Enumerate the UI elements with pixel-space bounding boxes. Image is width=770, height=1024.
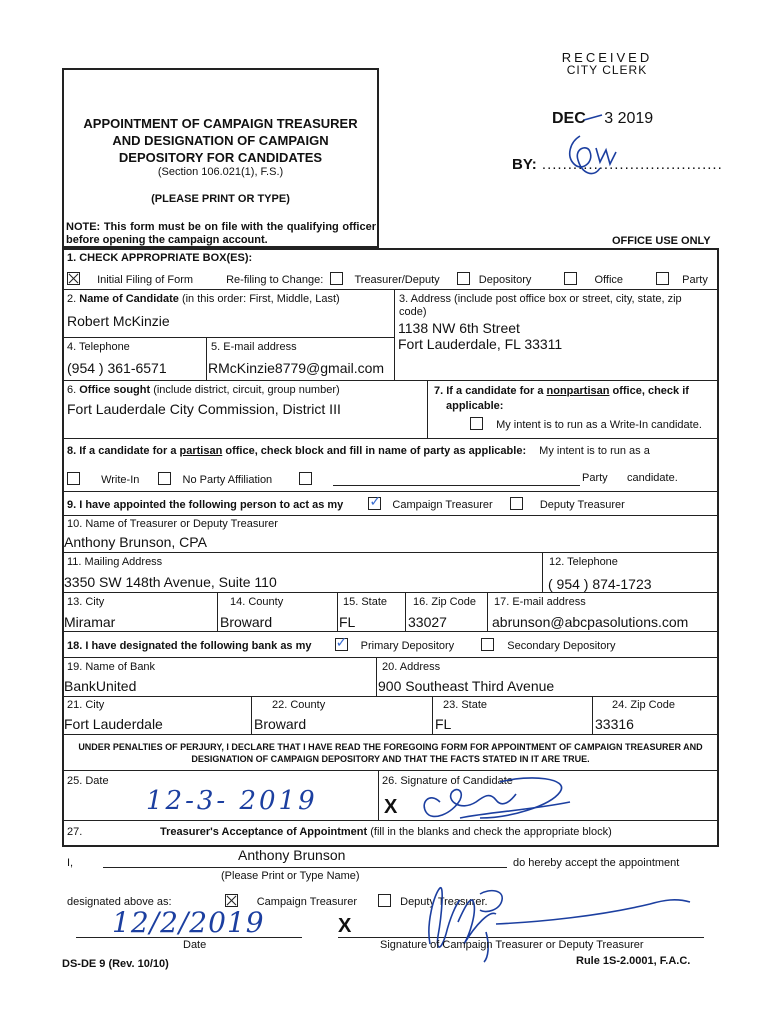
s15-label: 15. State	[343, 596, 388, 608]
s14-label: 14. County	[230, 596, 284, 608]
s16-label: 16. Zip Code	[413, 596, 476, 608]
candidate-name[interactable]: Robert McKinzie	[67, 313, 170, 329]
print-note: (PLEASE PRINT OR TYPE)	[151, 193, 290, 205]
s8-tail: My intent is to run as a	[539, 445, 650, 457]
write-in-nonpartisan-checkbox[interactable]	[470, 417, 483, 430]
party-name-checkbox[interactable]	[299, 472, 312, 485]
perjury-line-1: UNDER PENALTIES OF PERJURY, I DECLARE THAT I HAVE READ THE FOREGOING FORM FOR APPOINTMENT OF CAMPAIGN TREASURER AND	[78, 742, 703, 752]
s3-label: 3. Address (include post office box or street, city, state, zip code)	[399, 293, 682, 318]
treasurer-zip[interactable]: 33027	[408, 614, 447, 630]
s1-label: 1. CHECK APPROPRIATE BOX(ES):	[67, 252, 253, 264]
stamp-received: RECEIVED	[561, 50, 653, 65]
s27-x-mark: X	[338, 915, 352, 937]
s1-options	[67, 272, 715, 286]
bank-zip[interactable]: 33316	[595, 716, 634, 732]
rule-reference: Rule 1S-2.0001, F.A.C.	[576, 955, 691, 967]
s8-num: 8.	[67, 445, 77, 457]
s2-rest: (in this order: First, Middle, Last)	[181, 293, 340, 305]
s27-deputy-treasurer-label: Deputy Treasurer.	[400, 896, 488, 908]
s18-primary-label: Primary Depository	[360, 640, 455, 652]
treasurer-deputy-checkbox[interactable]	[330, 272, 343, 285]
initial-filing-label: Initial Filing of Form	[97, 274, 194, 286]
s4-label: 4. Telephone	[67, 341, 130, 353]
s18-row	[67, 638, 616, 652]
treasurer-state[interactable]: FL	[339, 614, 356, 630]
form-title	[64, 115, 377, 166]
candidate-address-line1[interactable]: 1138 NW 6th Street	[398, 320, 520, 336]
primary-depository-checkbox[interactable]	[335, 638, 348, 651]
office-checkbox[interactable]	[564, 272, 577, 285]
s2-bold: Name of Candidate	[79, 293, 179, 305]
s2-num: 2.	[67, 293, 77, 305]
form-id: DS-DE 9 (Rev. 10/10)	[62, 958, 169, 970]
npa-label: No Party Affiliation	[182, 474, 273, 486]
s7-underline: nonpartisan	[546, 385, 610, 397]
s10-label: 10. Name of Treasurer or Deputy Treasurer	[67, 518, 278, 530]
s24-label: 24. Zip Code	[612, 699, 675, 711]
s27-i: I,	[67, 857, 74, 869]
s5-label: 5. E-mail address	[211, 341, 297, 353]
write-in-checkbox[interactable]	[67, 472, 80, 485]
write-in-nonpartisan-label: My intent is to run as a Write-In candidate.	[496, 419, 702, 431]
secondary-depository-checkbox[interactable]	[481, 638, 494, 651]
stamp-by: BY: ...................................	[512, 156, 723, 173]
s27-campaign-treasurer-label: Campaign Treasurer	[256, 896, 357, 908]
treasurer-signature-date[interactable]: 12/2/2019	[112, 906, 265, 939]
candidate-address-line2[interactable]: Fort Lauderdale, FL 33311	[398, 336, 563, 352]
acceptance-deputy-treasurer-checkbox[interactable]	[378, 894, 391, 907]
stamp-by-label: BY:	[512, 156, 537, 173]
s25-label: 25. Date	[67, 775, 109, 787]
party-checkbox[interactable]	[656, 272, 669, 285]
treasurer-acceptance-name[interactable]: Anthony Brunson	[238, 847, 346, 863]
perjury-line-2: DESIGNATION OF CAMPAIGN DEPOSITORY AND THAT THE FACTS STATED IN IT ARE TRUE.	[191, 754, 590, 764]
treasurer-deputy-label: Treasurer/Deputy	[354, 274, 440, 286]
s18-label: 18. I have designated the following bank as my	[67, 640, 312, 652]
s8-options	[67, 472, 715, 486]
s8-underline: partisan	[179, 445, 223, 457]
party-label: Party	[682, 274, 708, 286]
treasurer-county[interactable]: Broward	[220, 614, 273, 630]
refiling-label: Re-filing to Change:	[226, 274, 324, 286]
perjury-statement	[64, 741, 717, 765]
depository-label: Depository	[478, 274, 532, 286]
s27-accept: do hereby accept the appointment	[513, 857, 680, 869]
s27-designated: designated above as:	[67, 896, 172, 908]
treasurer-city[interactable]: Miramar	[64, 614, 116, 630]
s9-deputy-treasurer-label: Deputy Treasurer	[539, 499, 625, 511]
s27-name-caption: (Please Print or Type Name)	[221, 870, 360, 882]
s9-label: 9. I have appointed the following person to act as my	[67, 499, 344, 511]
bank-state[interactable]: FL	[435, 716, 452, 732]
s27-title-bold: Treasurer's Acceptance of Appointment	[160, 826, 368, 838]
s27-label: 27.	[67, 826, 83, 838]
s8-label	[67, 445, 650, 457]
s12-label: 12. Telephone	[549, 556, 618, 568]
s6-label	[67, 384, 340, 396]
s7-bold1: If a candidate for a	[446, 385, 547, 397]
s7-num: 7.	[434, 385, 444, 397]
s9-row	[67, 497, 625, 511]
s27-signature-caption: Signature of Campaign Treasurer or Deputy Treasurer	[380, 939, 644, 951]
treasurer-mailing-address[interactable]: 3350 SW 148th Avenue, Suite 110	[64, 574, 277, 590]
title-line-3: DEPOSITORY FOR CANDIDATES	[118, 150, 323, 165]
s26-x-mark: X	[384, 796, 398, 818]
stamp-initials	[560, 128, 630, 182]
note-text: NOTE: This form must be on file with the qualifying officer before opening the campaign account.	[66, 221, 376, 246]
s7-bold2: office, check if	[609, 385, 689, 397]
candidate-telephone[interactable]: (954 ) 361-6571	[67, 360, 167, 376]
s6-num: 6.	[67, 384, 77, 396]
s26-label: 26. Signature of Candidate	[382, 775, 513, 787]
s8-bold2: office, check block and fill in name of party as applicable:	[222, 445, 527, 457]
bank-address[interactable]: 900 Southeast Third Avenue	[378, 678, 555, 694]
treasurer-email[interactable]: abrunson@abcpasolutions.com	[492, 614, 689, 630]
s7-write-in-option	[470, 417, 702, 431]
s17-label: 17. E-mail address	[494, 596, 586, 608]
treasurer-telephone[interactable]: ( 954 ) 874-1723	[548, 576, 652, 592]
title-line-2: AND DESIGNATION OF CAMPAIGN	[112, 133, 329, 148]
s7-label	[434, 384, 714, 414]
depository-checkbox[interactable]	[457, 272, 470, 285]
party-name-line[interactable]	[333, 485, 580, 486]
office-sought[interactable]: Fort Lauderdale City Commission, District III	[67, 401, 341, 417]
stamp-city-clerk: CITY CLERK	[566, 63, 648, 77]
office-use-only: OFFICE USE ONLY	[612, 235, 711, 247]
bank-county[interactable]: Broward	[254, 716, 307, 732]
s19-label: 19. Name of Bank	[67, 661, 156, 673]
s6-bold: Office sought	[79, 384, 151, 396]
received-stamp	[552, 50, 662, 77]
candidate-signature-date[interactable]: 12-3- 2019	[146, 786, 318, 816]
s8-candidate-label: candidate.	[627, 472, 678, 484]
s27-title	[160, 826, 612, 838]
deputy-treasurer-checkbox[interactable]	[510, 497, 523, 510]
initial-filing-checkbox[interactable]	[67, 272, 80, 285]
s22-label: 22. County	[272, 699, 326, 711]
statute-reference: (Section 106.021(1), F.S.)	[157, 166, 284, 178]
s6-rest: (include district, circuit, group number)	[153, 384, 340, 396]
bank-name[interactable]: BankUnited	[64, 678, 137, 694]
write-in-label: Write-In	[101, 474, 140, 486]
s8-bold1: If a candidate for a	[79, 445, 180, 457]
npa-checkbox[interactable]	[158, 472, 171, 485]
title-line-1: APPOINTMENT OF CAMPAIGN TREASURER	[83, 116, 358, 131]
s27-date-caption: Date	[183, 939, 207, 951]
bank-city[interactable]: Fort Lauderdale	[64, 716, 163, 732]
stamp-month: DEC	[552, 110, 586, 127]
stamp-arrow-mark	[582, 112, 606, 124]
stamp-day-year: 3 2019	[604, 110, 654, 127]
s27-title-rest: (fill in the blanks and check the appropriate block)	[370, 826, 612, 838]
s21-label: 21. City	[67, 699, 105, 711]
s13-label: 13. City	[67, 596, 105, 608]
office-label: Office	[594, 274, 624, 286]
s9-campaign-treasurer-label: Campaign Treasurer	[392, 499, 493, 511]
s23-label: 23. State	[443, 699, 488, 711]
s7-bold3: applicable:	[446, 400, 504, 412]
campaign-treasurer-checkbox[interactable]	[368, 497, 381, 510]
treasurer-name[interactable]: Anthony Brunson, CPA	[64, 534, 207, 550]
s18-secondary-label: Secondary Depository	[507, 640, 616, 652]
candidate-email[interactable]: RMcKinzie8779@gmail.com	[208, 360, 385, 376]
s20-label: 20. Address	[382, 661, 441, 673]
s2-label	[67, 293, 340, 305]
s11-label: 11. Mailing Address	[67, 556, 163, 568]
s8-party-label: Party	[582, 472, 608, 484]
